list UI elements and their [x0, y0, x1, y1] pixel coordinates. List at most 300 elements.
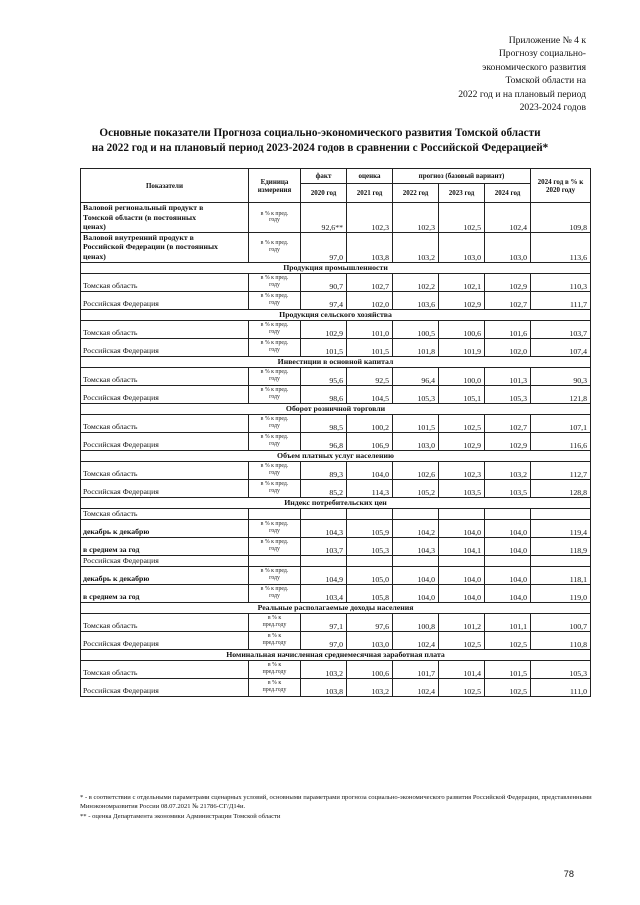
header-unit: Единица измерения [249, 169, 301, 203]
value-cell: 116,6 [531, 432, 591, 450]
unit-cell [249, 479, 301, 497]
value-cell: 128,8 [531, 479, 591, 497]
indicator-label [81, 519, 249, 537]
empty-cell [393, 555, 439, 566]
value-cell: 104,0 [347, 461, 393, 479]
value-cell: 97,0 [301, 631, 347, 649]
indicator-label [81, 367, 249, 385]
table-row [81, 479, 591, 497]
unit-line: в % к пред. [260, 210, 289, 217]
value-cell: 103,0 [485, 232, 531, 262]
unit-cell [249, 320, 301, 338]
unit-line: в % к пред. [260, 481, 289, 488]
indicator-label-line: Томская область [83, 421, 138, 431]
unit-line: в % к пред. [260, 539, 289, 546]
subhead-label: Российская Федерация [81, 555, 249, 566]
table-row [81, 584, 591, 602]
unit-line: в % к пред. [260, 434, 289, 441]
indicator-label [81, 273, 249, 291]
section-title: Номинальная начисленная среднемесячная заработная плата [81, 649, 591, 660]
appendix-line: 2022 год и на плановый период [458, 88, 586, 100]
section-row [81, 403, 591, 414]
appendix-line: 2023-2024 годов [519, 102, 586, 114]
section-row [81, 309, 591, 320]
indicator-label-line: Валовой внутренний продукт в [83, 232, 194, 242]
unit-cell [249, 566, 301, 584]
value-cell: 90,7 [301, 273, 347, 291]
indicator-label [81, 660, 249, 678]
value-cell: 102,1 [439, 273, 485, 291]
value-cell: 101,6 [485, 320, 531, 338]
indicator-label [81, 613, 249, 631]
value-cell: 92,6** [301, 203, 347, 233]
table-row [81, 461, 591, 479]
value-cell: 111,7 [531, 291, 591, 309]
table-row [81, 338, 591, 356]
section-row [81, 356, 591, 367]
indicator-label-line: Томская область [83, 374, 138, 384]
empty-cell [249, 508, 301, 519]
unit-line: в % к пред. [260, 521, 289, 528]
unit-line: пред.году [262, 669, 287, 676]
value-cell: 100,2 [347, 414, 393, 432]
section-title: Оборот розничной торговли [81, 403, 591, 414]
indicator-label-line: ценах) [83, 251, 106, 261]
unit-line: году [269, 217, 280, 224]
value-cell: 119,0 [531, 584, 591, 602]
value-cell: 101,0 [347, 320, 393, 338]
footnotes [80, 793, 592, 821]
title-line-1: Основные показатели Прогноза социально-экономического развития Томской области [99, 127, 541, 139]
unit-line: пред.году [262, 640, 287, 647]
value-cell: 95,6 [301, 367, 347, 385]
unit-line: году [269, 546, 280, 553]
unit-line: в % к пред. [260, 369, 289, 376]
unit-line: в % к пред. [260, 387, 289, 394]
unit-cell [249, 461, 301, 479]
value-cell: 104,2 [393, 519, 439, 537]
subhead-label: Томская область [81, 508, 249, 519]
empty-cell [485, 508, 531, 519]
value-cell: 104,3 [301, 519, 347, 537]
indicator-label [81, 631, 249, 649]
value-cell: 101,4 [439, 660, 485, 678]
unit-line: в % к пред. [260, 463, 289, 470]
unit-line: пред.году [262, 622, 287, 629]
unit-line: в % к [267, 680, 282, 687]
value-cell: 103,0 [439, 232, 485, 262]
empty-cell [347, 555, 393, 566]
unit-line: в % к пред. [260, 568, 289, 575]
value-cell: 103,7 [301, 537, 347, 555]
value-cell: 105,0 [347, 566, 393, 584]
unit-line: году [269, 376, 280, 383]
value-cell: 89,3 [301, 461, 347, 479]
value-cell: 104,0 [439, 566, 485, 584]
indicator-label [81, 566, 249, 584]
header-year-2024: 2024 год [485, 184, 531, 203]
indicator-label-line: Российская Федерация [83, 298, 159, 308]
value-cell: 105,3 [393, 385, 439, 403]
value-cell: 85,2 [301, 479, 347, 497]
unit-line: году [269, 247, 280, 254]
value-cell: 102,5 [439, 678, 485, 696]
value-cell: 92,5 [347, 367, 393, 385]
section-row [81, 602, 591, 613]
unit-cell [249, 660, 301, 678]
value-cell: 97,0 [301, 232, 347, 262]
unit-cell [249, 519, 301, 537]
value-cell: 102,9 [439, 291, 485, 309]
empty-cell [249, 555, 301, 566]
empty-cell [301, 508, 347, 519]
footnote-2: ** - оценка Департамента экономики Администрации Томской области [80, 812, 281, 820]
section-row [81, 497, 591, 508]
value-cell: 110,8 [531, 631, 591, 649]
value-cell: 103,7 [531, 320, 591, 338]
value-cell: 104,5 [347, 385, 393, 403]
section-title: Реальные располагаемые доходы населения [81, 602, 591, 613]
value-cell: 97,6 [347, 613, 393, 631]
value-cell: 103,2 [301, 660, 347, 678]
value-cell: 119,4 [531, 519, 591, 537]
value-cell: 121,8 [531, 385, 591, 403]
indicator-label [81, 414, 249, 432]
table-body [81, 203, 591, 697]
indicator-label-line: в среднем за год [83, 544, 140, 554]
empty-cell [439, 508, 485, 519]
value-cell: 102,5 [485, 678, 531, 696]
header-ratio: 2024 год в % к 2020 году [531, 169, 591, 203]
indicator-label [81, 584, 249, 602]
value-cell: 103,8 [347, 232, 393, 262]
value-cell: 105,2 [393, 479, 439, 497]
unit-line: в % к [267, 662, 282, 669]
value-cell: 104,0 [485, 566, 531, 584]
unit-line: в % к пред. [260, 340, 289, 347]
value-cell: 102,0 [485, 338, 531, 356]
unit-line: году [269, 423, 280, 430]
table-row [81, 273, 591, 291]
subhead-row [81, 508, 591, 519]
value-cell: 110,3 [531, 273, 591, 291]
value-cell: 100,6 [347, 660, 393, 678]
title-line-2: на 2022 год и на плановый период 2023-2024 годов в сравнении с Российской Федерацией* [91, 142, 549, 154]
indicator-label-line: Российская Федерация [83, 638, 159, 648]
value-cell: 100,6 [439, 320, 485, 338]
value-cell: 102,9 [485, 432, 531, 450]
value-cell: 101,5 [393, 414, 439, 432]
unit-line: году [269, 575, 280, 582]
unit-line: году [269, 282, 280, 289]
value-cell: 113,6 [531, 232, 591, 262]
header-year-2020: 2020 год [301, 184, 347, 203]
value-cell: 100,7 [531, 613, 591, 631]
value-cell: 104,0 [393, 584, 439, 602]
unit-cell [249, 631, 301, 649]
value-cell: 102,5 [439, 414, 485, 432]
indicator-label-line: Российская Федерация [83, 486, 159, 496]
indicator-label-line: Российская Федерация [83, 685, 159, 695]
unit-line: году [269, 329, 280, 336]
indicator-label [81, 320, 249, 338]
unit-line: в % к пред. [260, 586, 289, 593]
value-cell: 102,7 [347, 273, 393, 291]
unit-line: пред.году [262, 687, 287, 694]
appendix-note [356, 34, 586, 114]
value-cell: 101,5 [347, 338, 393, 356]
empty-cell [531, 555, 591, 566]
indicator-label-line: Российская Федерация [83, 439, 159, 449]
page-number: 78 [563, 869, 574, 879]
value-cell: 103,5 [485, 479, 531, 497]
value-cell: 104,0 [393, 566, 439, 584]
value-cell: 112,7 [531, 461, 591, 479]
unit-cell [249, 537, 301, 555]
value-cell: 103,2 [347, 678, 393, 696]
indicator-label-line: Валовой региональный продукт в [83, 203, 204, 212]
value-cell: 100,0 [439, 367, 485, 385]
value-cell: 96,8 [301, 432, 347, 450]
value-cell: 107,4 [531, 338, 591, 356]
appendix-line: Прогнозу социально- [498, 48, 586, 60]
header-year-2021: 2021 год [347, 184, 393, 203]
value-cell: 102,2 [393, 273, 439, 291]
table-row [81, 232, 591, 262]
value-cell: 104,3 [393, 537, 439, 555]
unit-line: в % к пред. [260, 322, 289, 329]
table-row [81, 367, 591, 385]
table-row [81, 613, 591, 631]
value-cell: 102,9 [485, 273, 531, 291]
value-cell: 100,8 [393, 613, 439, 631]
value-cell: 102,4 [393, 678, 439, 696]
value-cell: 103,8 [301, 678, 347, 696]
unit-cell [249, 584, 301, 602]
value-cell: 105,8 [347, 584, 393, 602]
value-cell: 102,3 [439, 461, 485, 479]
indicator-label [81, 461, 249, 479]
value-cell: 105,3 [347, 537, 393, 555]
indicator-label [81, 537, 249, 555]
value-cell: 114,3 [347, 479, 393, 497]
value-cell: 102,7 [485, 291, 531, 309]
value-cell: 106,9 [347, 432, 393, 450]
value-cell: 105,3 [531, 660, 591, 678]
header-indicators: Показатели [81, 169, 249, 203]
value-cell: 104,0 [439, 584, 485, 602]
unit-line: в % к [267, 615, 282, 622]
indicator-label [81, 678, 249, 696]
empty-cell [439, 555, 485, 566]
header-forecast: прогноз (базовый вариант) [393, 169, 531, 184]
value-cell: 104,9 [301, 566, 347, 584]
unit-cell [249, 291, 301, 309]
value-cell: 103,4 [301, 584, 347, 602]
unit-line: году [269, 300, 280, 307]
value-cell: 104,0 [485, 537, 531, 555]
value-cell: 102,9 [439, 432, 485, 450]
unit-cell [249, 367, 301, 385]
table-row [81, 385, 591, 403]
unit-line: году [269, 394, 280, 401]
empty-cell [393, 508, 439, 519]
unit-cell [249, 385, 301, 403]
table-row [81, 203, 591, 233]
table-row [81, 291, 591, 309]
section-title: Индекс потребительских цен [81, 497, 591, 508]
empty-cell [531, 508, 591, 519]
unit-line: в % к пред. [260, 416, 289, 423]
empty-cell [485, 555, 531, 566]
indicator-label-line: Российская Федерация [83, 345, 159, 355]
section-row [81, 450, 591, 461]
indicator-label-line: Томской области (в постоянных [83, 212, 196, 222]
value-cell: 100,5 [393, 320, 439, 338]
table-row [81, 537, 591, 555]
value-cell: 101,9 [439, 338, 485, 356]
value-cell: 104,0 [485, 519, 531, 537]
header-year-2022: 2022 год [393, 184, 439, 203]
unit-cell [249, 338, 301, 356]
indicator-label [81, 232, 249, 262]
section-title: Инвестиции в основной капитал [81, 356, 591, 367]
value-cell: 97,4 [301, 291, 347, 309]
unit-line: году [269, 347, 280, 354]
value-cell: 104,1 [439, 537, 485, 555]
value-cell: 101,7 [393, 660, 439, 678]
value-cell: 107,1 [531, 414, 591, 432]
unit-line: в % к [267, 633, 282, 640]
value-cell: 102,6 [393, 461, 439, 479]
header-fact: факт [301, 169, 347, 184]
indicator-label [81, 432, 249, 450]
unit-cell [249, 432, 301, 450]
unit-line: в % к пред. [260, 275, 289, 282]
table-row [81, 631, 591, 649]
indicator-label [81, 338, 249, 356]
value-cell: 103,2 [393, 232, 439, 262]
indicator-label-line: Томская область [83, 280, 138, 290]
value-cell: 104,0 [485, 584, 531, 602]
value-cell: 102,4 [485, 203, 531, 233]
value-cell: 90,3 [531, 367, 591, 385]
unit-line: году [269, 528, 280, 535]
empty-cell [347, 508, 393, 519]
value-cell: 101,5 [301, 338, 347, 356]
section-title: Объем платных услуг населению [81, 450, 591, 461]
value-cell: 103,5 [439, 479, 485, 497]
value-cell: 118,9 [531, 537, 591, 555]
value-cell: 118,1 [531, 566, 591, 584]
indicator-label [81, 385, 249, 403]
section-title: Продукция промышленности [81, 262, 591, 273]
table-row [81, 414, 591, 432]
appendix-line: экономического развития [482, 61, 586, 73]
appendix-line: Приложение № 4 к [508, 35, 586, 46]
value-cell: 98,6 [301, 385, 347, 403]
value-cell: 109,8 [531, 203, 591, 233]
section-row [81, 649, 591, 660]
footnote-1: * - в соответствии с отдельными параметрами сценарных условий, основными параметрами прогноза социально-экономического развития Российской Федерации, представленными Минэкономразвития России 08.07.2021 № 21786-СГ/Д14и. [80, 794, 592, 811]
table-row [81, 678, 591, 696]
section-title: Продукция сельского хозяйства [81, 309, 591, 320]
indicator-label [81, 291, 249, 309]
value-cell: 103,0 [393, 432, 439, 450]
value-cell: 103,2 [485, 461, 531, 479]
value-cell: 101,5 [485, 660, 531, 678]
unit-line: году [269, 441, 280, 448]
section-row [81, 262, 591, 273]
value-cell: 105,3 [485, 385, 531, 403]
value-cell: 97,1 [301, 613, 347, 631]
unit-cell [249, 232, 301, 262]
unit-line: году [269, 593, 280, 600]
value-cell: 102,4 [393, 631, 439, 649]
header-year-2023: 2023 год [439, 184, 485, 203]
table-row [81, 660, 591, 678]
table-row [81, 432, 591, 450]
indicator-label-line: Томская область [83, 667, 138, 677]
table-row [81, 566, 591, 584]
indicator-label-line: ценах) [83, 222, 106, 232]
subhead-row [81, 555, 591, 566]
indicators-table [80, 168, 591, 697]
value-cell: 101,2 [439, 613, 485, 631]
indicator-label-line: Томская область [83, 327, 138, 337]
value-cell: 102,5 [439, 631, 485, 649]
header-estimate: оценка [347, 169, 393, 184]
value-cell: 102,3 [347, 203, 393, 233]
indicator-label [81, 203, 249, 233]
unit-cell [249, 273, 301, 291]
empty-cell [301, 555, 347, 566]
value-cell: 102,0 [347, 291, 393, 309]
value-cell: 104,0 [439, 519, 485, 537]
unit-cell [249, 678, 301, 696]
value-cell: 111,0 [531, 678, 591, 696]
indicator-label-line: Томская область [83, 468, 138, 478]
table-row [81, 320, 591, 338]
value-cell: 103,6 [393, 291, 439, 309]
indicator-label-line: Российской Федерации (в постоянных [83, 242, 218, 252]
indicator-label-line: Российская Федерация [83, 392, 159, 402]
value-cell: 102,3 [393, 203, 439, 233]
value-cell: 105,9 [347, 519, 393, 537]
value-cell: 96,4 [393, 367, 439, 385]
value-cell: 102,5 [439, 203, 485, 233]
indicator-label [81, 479, 249, 497]
value-cell: 101,8 [393, 338, 439, 356]
value-cell: 102,5 [485, 631, 531, 649]
unit-line: в % к пред. [260, 293, 289, 300]
unit-line: году [269, 470, 280, 477]
indicator-label-line: Томская область [83, 620, 138, 630]
value-cell: 105,1 [439, 385, 485, 403]
value-cell: 102,7 [485, 414, 531, 432]
unit-cell [249, 203, 301, 233]
document-title [60, 126, 580, 156]
unit-cell [249, 613, 301, 631]
value-cell: 101,3 [485, 367, 531, 385]
indicator-label-line: в среднем за год [83, 591, 140, 601]
appendix-line: Томской области на [505, 75, 586, 87]
indicator-label-line: декабрь к декабрю [83, 526, 150, 536]
indicator-label-line: декабрь к декабрю [83, 573, 150, 583]
unit-line: в % к пред. [260, 240, 289, 247]
unit-cell [249, 414, 301, 432]
table-row [81, 519, 591, 537]
